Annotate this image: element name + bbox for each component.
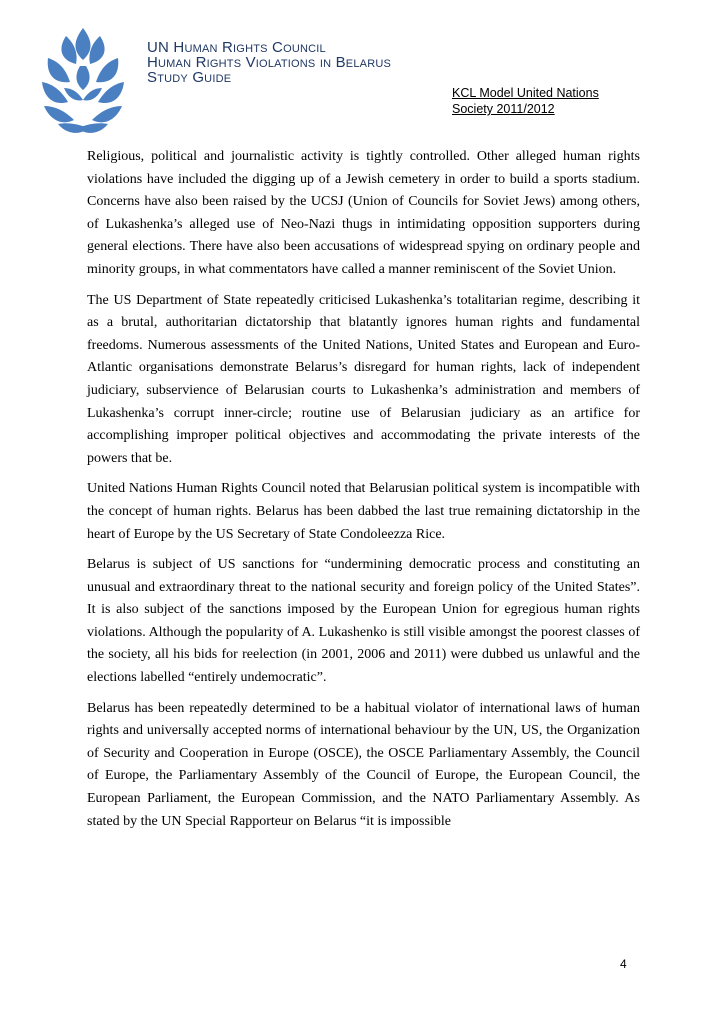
paragraph: Belarus has been repeatedly determined to be a habitual violator of international laws of human rights and universally accepted norms of international behaviour by the UN, US, the Organization of Security and Cooperation in Europe (OSCE), the OSCE Parliamentary Assembly, the Council of Europe, the Parliamentary Assembly of the Council of Europe, the European Council, the European Parliament, the European Commission, and the NATO Parliamentary Assembly. As stated by the UN Special Rapporteur on Belarus “it is impossible: [87, 700, 640, 829]
society-line: KCL Model United Nations: [452, 86, 599, 100]
paragraph: Belarus is subject of US sanctions for “undermining democratic process and constituting an unusual and extraordinary threat to the national security and foreign policy of the United States”. It is also subject of the sanctions imposed by the European Union for egregious human rights violations. Although the popularity of A. Lukashenko is still visible amongst the poorest classes of the society, all his bids for reelection (in 2001, 2006 and 2011) were dubbed us unlawful and the elections labelled “entirely undemocratic”.: [87, 557, 640, 686]
un-logo-icon: [28, 18, 138, 136]
title-line: UN Human Rights Council: [147, 39, 326, 56]
study-guide-title: [147, 40, 391, 85]
document-body: [87, 146, 640, 841]
title-line: Human Rights Violations in Belarus: [147, 54, 392, 71]
page-number: 4: [620, 957, 627, 971]
paragraph: United Nations Human Rights Council noted that Belarusian political system is incompatible with the concept of human rights. Belarus has been dabbed the last true remaining dictatorship in the heart of Europe by the US Secretary of State Condoleezza Rice.: [87, 481, 640, 542]
society-line: Society 2011/2012: [452, 102, 555, 116]
society-header: [452, 85, 599, 117]
title-line: Study Guide: [147, 69, 232, 86]
paragraph: Religious, political and journalistic activity is tightly controlled. Other alleged human rights violations have included the digging up of a Jewish cemetery in order to build a sports stadium. Concerns have also been raised by the UCSJ (Union of Councils for Soviet Jews) among others, of Lukashenka’s alleged use of Neo-Nazi thugs in intimidating opposition supporters during general elections. There have also been accusations of widespread spying on ordinary people and minority groups, in what commentators have called a manner reminiscent of the Soviet Union.: [87, 149, 640, 277]
paragraph: The US Department of State repeatedly criticised Lukashenka’s totalitarian regime, describing it as a brutal, authoritarian dictatorship that blatantly ignores human rights and fundamental freedoms. Numerous assessments of the United Nations, United States and European and Euro-Atlantic organisations demonstrate Belarus’s disregard for human rights, lack of independent judiciary, subservience of Belarusian courts to Lukashenka’s administration and members of Lukashenka’s corrupt inner-circle; routine use of Belarusian judiciary as an artifice for accomplishing improper political objectives and accommodating the private interests of the powers that be.: [87, 292, 640, 466]
